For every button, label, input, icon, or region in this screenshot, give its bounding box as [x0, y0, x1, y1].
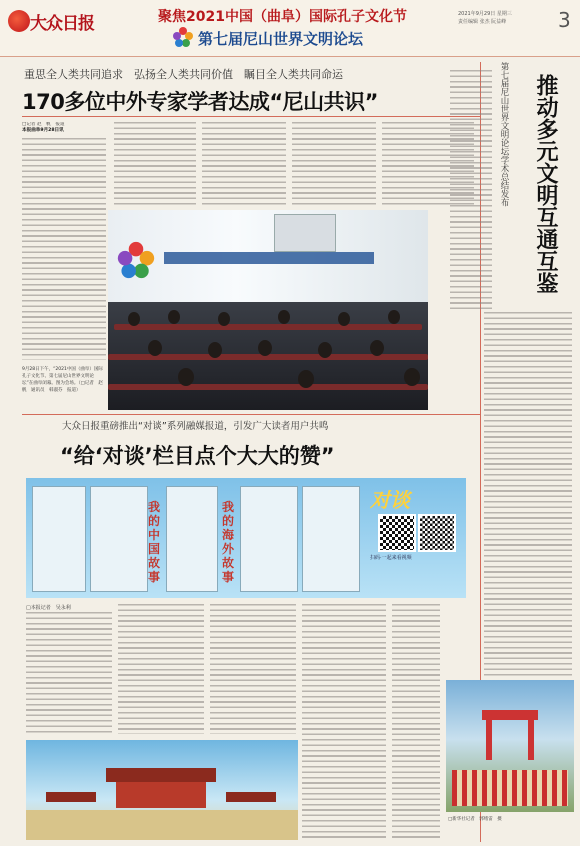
poster-board	[32, 486, 86, 592]
page-number: 3	[558, 8, 571, 32]
header-headline: 聚焦2021中国（曲阜）国际孔子文化节	[158, 9, 407, 25]
gate-pillar	[486, 720, 492, 760]
article2-kicker: 大众日报重磅推出“对谈”系列融媒报道，引发广大读者用户共鸣	[62, 421, 329, 432]
attendee	[218, 312, 230, 326]
attendee	[168, 310, 180, 324]
attendee	[278, 310, 290, 324]
attendee	[178, 368, 194, 386]
sidebar-title: 推动多元文明互通互鉴	[533, 74, 558, 294]
page-header	[0, 0, 580, 57]
qr-label: 扫码·一起来看视频	[370, 555, 412, 561]
poster-board	[302, 486, 360, 592]
sidebar-body-top	[450, 70, 492, 310]
seat-row	[114, 324, 422, 330]
ceremony-photo-caption: □新华社记者 郭绪雷 摄	[448, 817, 502, 822]
sidebar-body-lower	[484, 312, 572, 676]
stage-screen	[108, 210, 428, 302]
stage-monitor	[274, 214, 336, 252]
sidebar-subtitle: 第七届尼山世界文明论坛学术总结发布	[499, 62, 509, 207]
article2-byline: □本报记者 吴永利	[26, 605, 71, 611]
article1-lead: 本报曲阜9月28日讯	[22, 128, 64, 134]
gate-roof	[482, 710, 538, 720]
temple-roof	[106, 768, 216, 782]
qr-code[interactable]	[418, 514, 456, 552]
performers	[452, 770, 568, 806]
photo-caption: 9月28日下午，“2021中国（曲阜）国际孔子文化节、第七届尼山世界文明论坛”在曲阜闭幕。图为会场。（□记者 赵帆 通讯员 韩淑芬 报道）	[22, 367, 103, 393]
banner-mid-title: 我的海外故事	[222, 500, 235, 584]
attendee	[148, 340, 162, 356]
attendee	[258, 340, 272, 356]
newspaper-logo	[8, 6, 94, 40]
article2-body-col2	[118, 604, 204, 734]
ceremony-photo	[446, 680, 574, 812]
temple-courtyard	[26, 810, 298, 840]
attendee	[318, 342, 332, 358]
temple-side-roof	[226, 792, 276, 802]
stage-emblem-icon	[116, 240, 156, 280]
attendee	[404, 368, 420, 386]
temple-hall	[116, 782, 206, 808]
audience	[108, 302, 428, 410]
seat-row	[108, 384, 428, 390]
article1-title: 170多位中外专家学者达成“尼山共识”	[22, 90, 378, 114]
gate-pillar	[528, 720, 534, 760]
qr-code[interactable]	[378, 514, 416, 552]
poster-board	[240, 486, 298, 592]
article1-body-col4	[292, 122, 376, 206]
article2-body-col4	[302, 604, 386, 840]
attendee	[370, 340, 384, 356]
issue-meta	[458, 10, 538, 26]
dialogue-banner	[26, 478, 466, 598]
article1-byline-block	[22, 122, 108, 135]
temple-illustration	[26, 740, 298, 840]
attendee	[208, 342, 222, 358]
banner-left-title: 我的中国故事	[148, 500, 161, 584]
divider	[22, 116, 480, 117]
stage-banner	[164, 252, 374, 264]
article1-byline: □记者 赵 帆 报道	[22, 122, 65, 127]
forum-venue-photo	[108, 210, 428, 410]
article2-body-col1	[26, 612, 112, 734]
article1-slogan: 重思全人类共同追求 弘扬全人类共同价值 瞩目全人类共同命运	[24, 68, 343, 81]
header-forum-title: 第七届尼山世界文明论坛	[198, 30, 364, 48]
issue-date: 2021年9月29日 星期三	[458, 11, 512, 17]
banner-right-title: 对谈	[370, 488, 410, 512]
attendee	[388, 310, 400, 324]
article2-title: “给‘对谈’栏目点个大大的赞”	[60, 444, 335, 468]
article1-body-col3	[202, 122, 286, 206]
logo-swirl-icon	[8, 10, 30, 32]
article1-body-col1	[22, 138, 106, 360]
article1-body-col2	[114, 122, 196, 206]
article2-body-col3	[210, 604, 296, 734]
issue-editors: 责任编辑 张杰 阮益峰	[458, 19, 507, 25]
logo-text: 大众日报	[30, 14, 94, 34]
forum-emblem-icon	[172, 26, 194, 48]
poster-board	[166, 486, 218, 592]
divider	[22, 414, 480, 415]
poster-board	[90, 486, 148, 592]
attendee	[298, 370, 314, 388]
attendee	[338, 312, 350, 326]
article2-body-col5	[392, 604, 440, 840]
attendee	[128, 312, 140, 326]
temple-side-roof	[46, 792, 96, 802]
